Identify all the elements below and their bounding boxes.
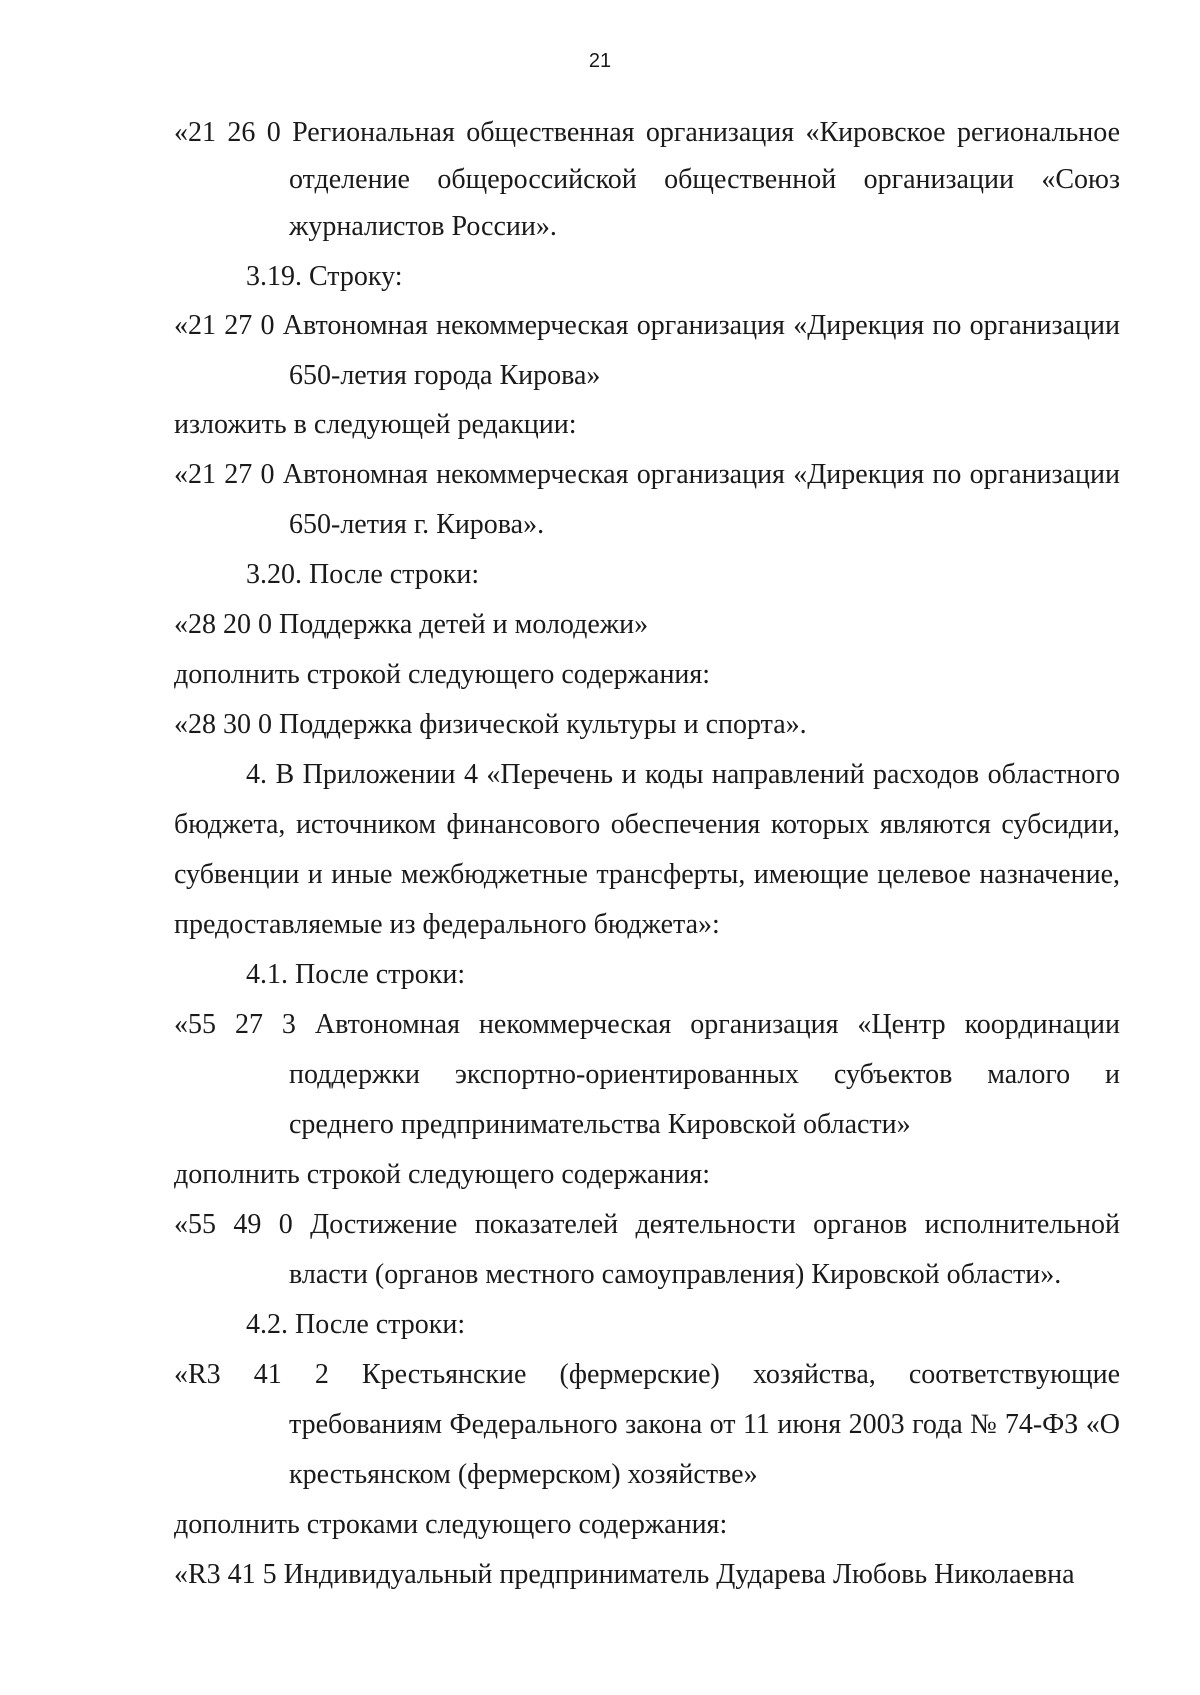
text-line: субвенции и иные межбюджетные трансферты, имеющие целевое назначение,	[174, 859, 1120, 890]
text-line: «R3 41 2 Крестьянские (фермерские) хозяйства, соответствующие	[174, 1359, 1120, 1390]
page-number: 21	[588, 50, 612, 72]
text-line: «21 26 0 Региональная общественная организация «Кировское региональное	[174, 117, 1120, 148]
text-line: «R3 41 5 Индивидуальный предприниматель Дударева Любовь Николаевна	[174, 1559, 1075, 1590]
text-line: 3.20. После строки:	[246, 559, 480, 590]
text-line: отделение общероссийской общественной организации «Союз	[289, 164, 1120, 195]
text-line: бюджета, источником финансового обеспечения которых являются субсидии,	[174, 809, 1120, 840]
text-line: 3.19. Строку:	[246, 261, 403, 292]
text-line: дополнить строкой следующего содержания:	[174, 1159, 711, 1190]
text-line: предоставляемые из федерального бюджета»:	[174, 909, 720, 940]
text-line: поддержки экспортно-ориентированных субъектов малого и	[289, 1059, 1120, 1090]
text-line: требованиям Федерального закона от 11 июня 2003 года № 74-ФЗ «О	[289, 1409, 1120, 1440]
text-line: власти (органов местного самоуправления) Кировской области».	[289, 1259, 1062, 1290]
text-line: 4.2. После строки:	[246, 1309, 466, 1340]
text-line: 650-летия г. Кирова».	[289, 509, 545, 540]
text-line: «28 20 0 Поддержка детей и молодежи»	[174, 609, 649, 640]
text-line: 4.1. После строки:	[246, 959, 466, 990]
text-line: «21 27 0 Автономная некоммерческая организация «Дирекция по организации	[174, 459, 1120, 490]
text-line: «55 49 0 Достижение показателей деятельности органов исполнительной	[174, 1209, 1120, 1240]
text-line: «21 27 0 Автономная некоммерческая организация «Дирекция по организации	[174, 310, 1120, 341]
text-line: «55 27 3 Автономная некоммерческая организация «Центр координации	[174, 1009, 1120, 1040]
text-line: «28 30 0 Поддержка физической культуры и спорта».	[174, 709, 807, 740]
text-line: журналистов России».	[289, 211, 557, 242]
text-line: дополнить строками следующего содержания:	[174, 1509, 728, 1540]
text-line: среднего предпринимательства Кировской области»	[289, 1109, 911, 1140]
text-line: 650-летия города Кирова»	[289, 360, 601, 391]
text-line: крестьянском (фермерском) хозяйстве»	[289, 1459, 758, 1490]
text-line: изложить в следующей редакции:	[174, 409, 577, 440]
text-line: 4. В Приложении 4 «Перечень и коды направлений расходов областного	[246, 759, 1120, 790]
text-line: дополнить строкой следующего содержания:	[174, 659, 711, 690]
